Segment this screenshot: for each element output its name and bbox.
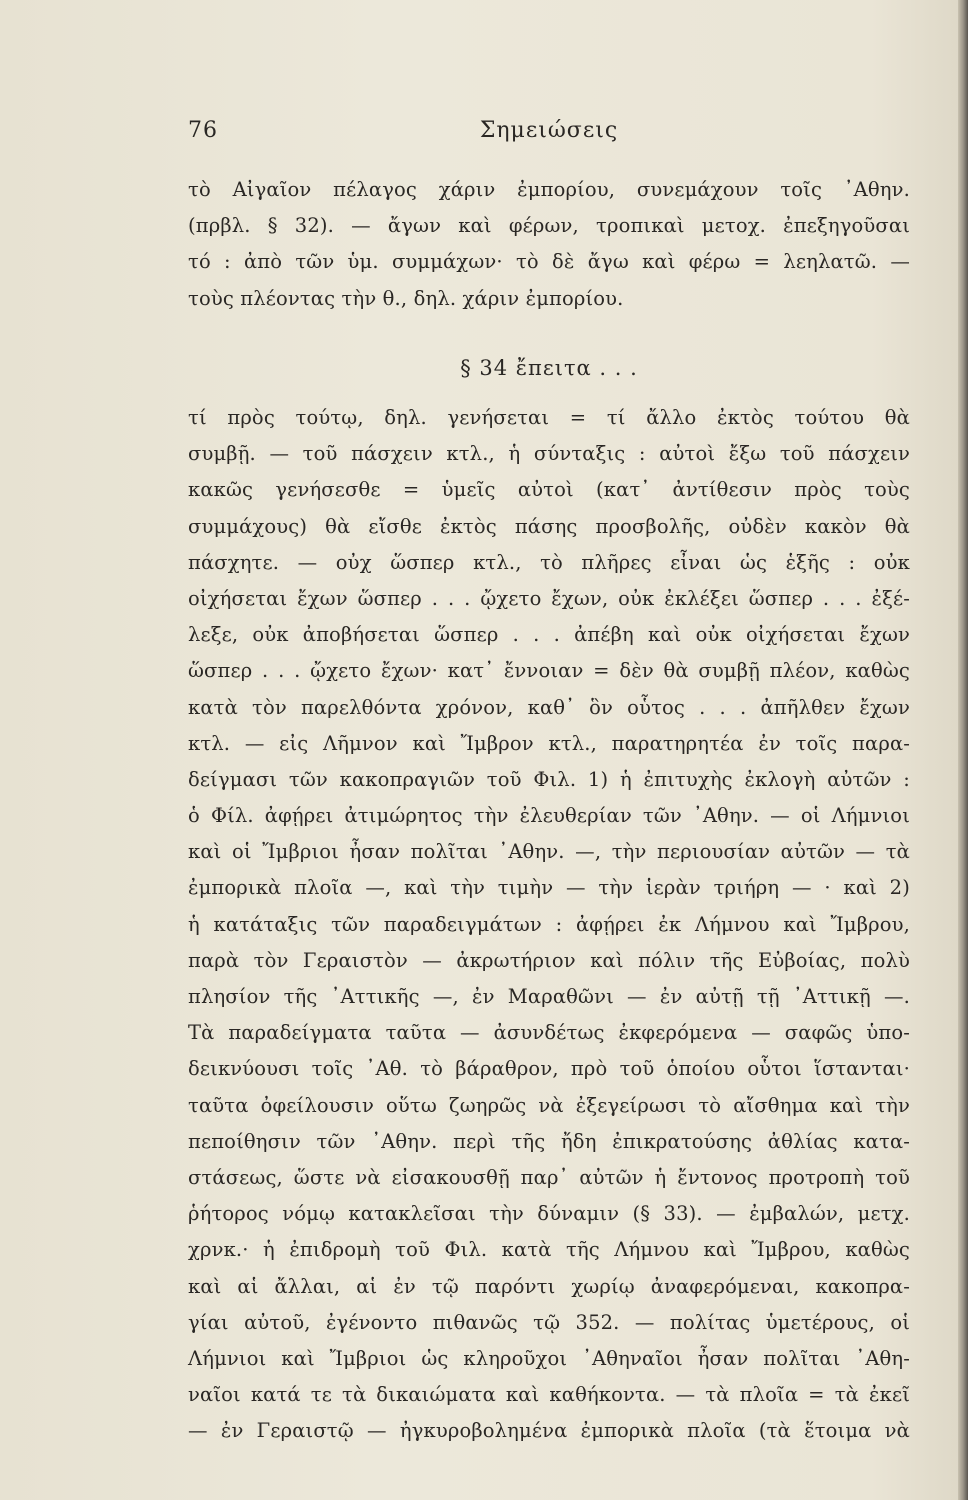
text-line: καὶ οἱ Ἴμβριοι ἦσαν πολῖται ᾿Αθην. —, τὴν περιουσίαν αὐτῶν — τὰ	[188, 840, 910, 864]
section-heading: § 34 ἔπειτα . . .	[460, 356, 638, 380]
text-line: ὁ Φίλ. ἀφῄρει ἀτιμώρητος τὴν ἐλευθερίαν τῶν ᾿Αθην. — οἱ Λήμνιοι	[188, 804, 910, 828]
text-line: πεποίθησιν τῶν ᾿Αθην. περὶ τῆς ἤδη ἐπικρατούσης ἀθλίας κατα-	[188, 1129, 910, 1153]
text-line: οἰχήσεται ἔχων ὥσπερ . . . ᾤχετο ἔχων, οὐκ ἐκλέξει ὥσπερ . . . ἐξέ-	[188, 586, 910, 610]
book-spine-edge	[958, 0, 968, 1500]
commentary-paragraph	[188, 400, 910, 1449]
text-line: τί πρὸς τούτῳ, δηλ. γενήσεται = τί ἄλλο ἐκτὸς τούτου θὰ	[188, 406, 910, 429]
text-line: Λήμνιοι καὶ Ἴμβριοι ὡς κληροῦχοι ᾿Αθηναῖοι ἦσαν πολῖται ᾿Αθη-	[188, 1346, 910, 1370]
text-line: δείγμασι τῶν κακοπραγιῶν τοῦ Φιλ. 1) ἡ ἐπιτυχὴς ἐκλογὴ αὐτῶν :	[188, 767, 910, 791]
text-line: ὥσπερ . . . ᾤχετο ἔχων· κατ᾽ ἔννοιαν = δὲν θὰ συμβῇ πλέον, καθὼς	[188, 659, 910, 683]
text-line: κακῶς γενήσεσθε = ὑμεῖς αὐτοὶ (κατ᾽ ἀντίθεσιν πρὸς τοὺς	[188, 478, 910, 502]
text-line: παρὰ τὸν Γεραιστὸν — ἀκρωτήριον καὶ πόλιν τῆς Εὐβοίας, πολὺ	[188, 948, 910, 972]
running-title: Σημειώσεις	[479, 118, 619, 143]
text-line: συμβῇ. — τοῦ πάσχειν κτλ., ἡ σύνταξις : αὐτοὶ ἔξω τοῦ πάσχειν	[188, 442, 910, 466]
text-line: ναῖοι κατά τε τὰ δικαιώματα καὶ καθήκοντα. — τὰ πλοῖα = τὰ ἐκεῖ	[188, 1383, 910, 1407]
text-line: τοὺς πλέοντας τὴν θ., δηλ. χάριν ἐμπορίου.	[188, 286, 624, 310]
text-line: — ἐν Γεραιστῷ — ἠγκυροβολημένα ἐμπορικὰ πλοῖα (τὰ ἕτοιμα νὰ	[188, 1419, 910, 1443]
text-line: (πρβλ. § 32). — ἄγων καὶ φέρων, τροπικαὶ μετοχ. ἐπεξηγοῦσαι	[188, 214, 910, 238]
text-line: ῥήτορος νόμῳ κατακλεῖσαι τὴν δύναμιν (§ 33). — ἐμβαλών, μετχ.	[188, 1202, 910, 1226]
text-line: ἡ κατάταξις τῶν παραδειγμάτων : ἀφῄρει ἐκ Λήμνου καὶ Ἴμβρου,	[188, 912, 910, 936]
text-line: ταῦτα ὀφείλουσιν οὕτω ζωηρῶς νὰ ἐξεγείρωσι τὸ αἴσθημα καὶ τὴν	[188, 1093, 910, 1117]
text-line: τό : ἀπὸ τῶν ὑμ. συμμάχων· τὸ δὲ ἄγω καὶ φέρω = λεηλατῶ. —	[188, 250, 910, 274]
text-line: Τὰ παραδείγματα ταῦτα — ἀσυνδέτως ἐκφερόμενα — σαφῶς ὑπο-	[188, 1021, 910, 1045]
text-line: πάσχητε. — οὐχ ὥσπερ κτλ., τὸ πλῆρες εἶναι ὡς ἑξῆς : οὐκ	[188, 550, 910, 574]
page-number: 76	[188, 118, 218, 143]
text-line: στάσεως, ὥστε νὰ εἰσακουσθῇ παρ᾽ αὐτῶν ἡ ἔντονος προτροπὴ τοῦ	[188, 1165, 910, 1189]
text-line: γίαι αὐτοῦ, ἐγένοντο πιθανῶς τῷ 352. — πολίτας ὑμετέρους, οἱ	[188, 1310, 910, 1334]
text-line: κτλ. — εἰς Λῆμνον καὶ Ἴμβρον κτλ., παρατηρητέα ἐν τοῖς παρα-	[188, 731, 910, 755]
text-line: κατὰ τὸν παρελθόντα χρόνον, καθ᾽ ὃν οὗτος . . . ἀπῆλθεν ἔχων	[188, 695, 910, 719]
text-line: ἐμπορικὰ πλοῖα —, καὶ τὴν τιμὴν — τὴν ἱερὰν τριήρη — · καὶ 2)	[188, 876, 910, 900]
text-line: χρνκ.· ἡ ἐπιδρομὴ τοῦ Φιλ. κατὰ τῆς Λήμνου καὶ Ἴμβρου, καθὼς	[188, 1238, 910, 1262]
text-line: λεξε, οὐκ ἀποβήσεται ὥσπερ . . . ἀπέβη καὶ οὐκ οἰχήσεται ἔχων	[188, 623, 910, 647]
page-header	[188, 118, 910, 158]
text-line: τὸ Αἰγαῖον πέλαγος χάριν ἐμπορίου, συνεμάχουν τοῖς ᾿Αθην.	[188, 178, 910, 201]
text-line: συμμάχους) θὰ εἴσθε ἐκτὸς πάσης προσβολῆς, οὐδὲν κακὸν θὰ	[188, 514, 910, 538]
text-line: πλησίον τῆς ᾿Αττικῆς —, ἐν Μαραθῶνι — ἐν αὐτῇ τῇ ᾿Αττικῇ —.	[188, 985, 910, 1008]
text-line: δεικνύουσι τοῖς ᾿Αθ. τὸ βάραθρον, πρὸ τοῦ ὁποίου οὗτοι ἵστανται·	[188, 1057, 910, 1081]
intro-paragraph	[188, 172, 910, 317]
text-line: καὶ αἱ ἄλλαι, αἱ ἐν τῷ παρόντι χωρίῳ ἀναφερόμεναι, κακοπρα-	[188, 1274, 910, 1298]
